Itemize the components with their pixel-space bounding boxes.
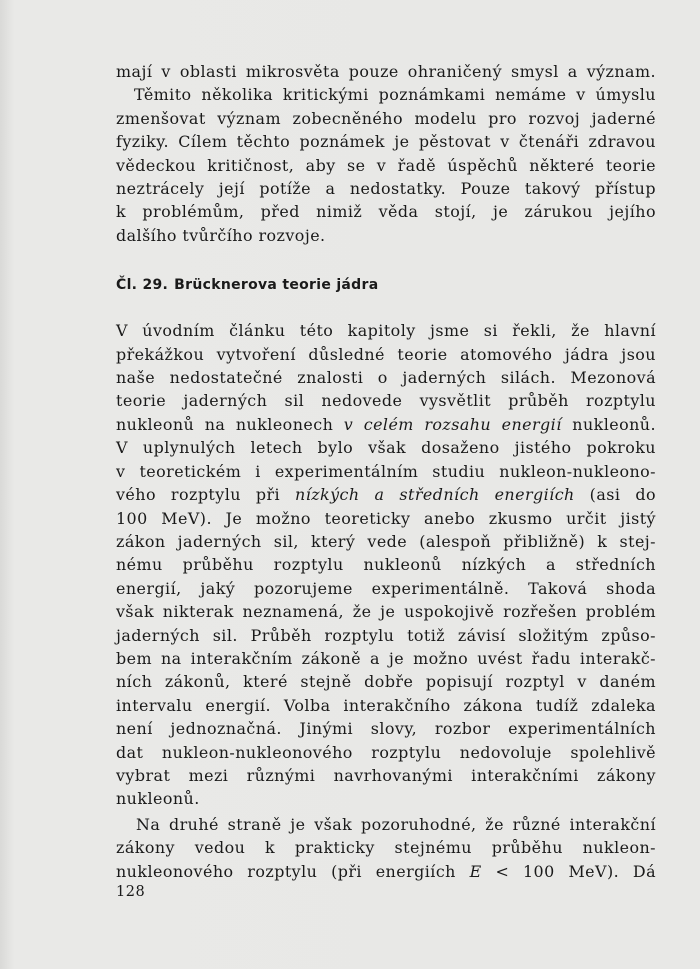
section-number: Čl. 29. [116, 277, 169, 294]
italic-run: v celém rozsahu energií [343, 414, 562, 434]
text-line: V úvodním článku této kapitoly jsme si řekli, že hlavní [116, 321, 656, 341]
section-title: Brücknerova teorie jádra [174, 277, 379, 294]
text-line: 100 MeV). Je možno teoreticky anebo zkusmo určit jistý [116, 508, 656, 528]
text-line [116, 483, 656, 506]
text-line: fyziky. Cílem těchto poznámek je pěstovat v čtenáři zdravou [116, 132, 656, 152]
italic-run: E [469, 861, 482, 881]
text-run: (asi do [574, 485, 656, 505]
text-line: bem na interakčním zákoně a je možno uvést řadu interakč- [116, 648, 656, 668]
paragraph-1 [116, 319, 656, 811]
text-line: vybrat mezi různými navrhovanými interakčními zákony [116, 765, 656, 785]
text-line: teorie jaderných sil nedovede vysvětlit průběh rozptylu [116, 391, 656, 411]
text-line: dalšího tvůrčího rozvoje. [116, 225, 326, 245]
text-line: Těmito několika kritickými poznámkami nemáme v úmyslu [134, 85, 656, 105]
text-line: intervalu energií. Volba interakčního zákona tudíž zdaleka [116, 695, 656, 715]
text-run: nukleonového rozptylu (při energiích [116, 861, 470, 881]
text-line: vědeckou kritičnost, aby se v řadě úspěchů některé teorie [116, 155, 656, 175]
text-line: mají v oblasti mikrosvěta pouze ohraničený smysl a význam. [116, 62, 656, 81]
text-line [116, 860, 656, 883]
text-line: nému průběhu rozptylu nukleonů nízkých a středních [116, 555, 656, 575]
text-line: překážkou vytvoření důsledné teorie atomového jádra jsou [116, 344, 656, 364]
text-run: nukleonů. [561, 414, 656, 434]
paragraph-2 [116, 813, 656, 883]
text-line: není jednoznačná. Jinými slovy, rozbor experimentálních [116, 719, 656, 739]
text-line: jaderných sil. Průběh rozptylu totiž závisí složitým způso- [116, 625, 656, 645]
italic-run: nízkých a středních energiích [295, 485, 575, 505]
text-line: zákon jaderných sil, který vede (alespoň přibližně) k stej- [116, 531, 656, 551]
text-line: zmenšovat význam zobecněného modelu pro rozvoj jaderné [116, 108, 656, 128]
text-line: však nikterak neznamená, že je uspokojivě rozřešen problém [116, 602, 656, 622]
text-run: nukleonů na nukleonech [116, 414, 344, 434]
text-line: naše nedostatečné znalosti o jaderných silách. Mezonová [116, 368, 656, 388]
text-block [116, 60, 656, 883]
text-line: ních zákonů, které stejně dobře popisují rozptyl v daném [116, 672, 656, 692]
text-line: nukleonů. [116, 789, 200, 809]
text-line: V uplynulých letech bylo však dosaženo jistého pokroku [116, 438, 656, 458]
text-line: Na druhé straně je však pozoruhodné, že různé interakční [136, 814, 656, 834]
text-line: zákony vedou k prakticky stejnému průběhu nukleon- [116, 838, 656, 858]
text-run: vého rozptylu při [116, 485, 296, 505]
page-number: 128 [116, 884, 146, 900]
text-line: k problémům, před nimiž věda stojí, je zárukou jejího [116, 202, 656, 222]
intro-paragraph [116, 60, 656, 247]
text-line: neztrácely její potíže a nedostatky. Pouze takový přístup [116, 179, 656, 199]
text-line: v teoretickém i experimentálním studiu nukleon-nukleono- [116, 461, 656, 481]
text-run: < 100 MeV). Dá [481, 861, 656, 881]
section-heading [116, 277, 656, 293]
text-line: dat nukleon-nukleonového rozptylu nedovoluje spolehlivě [116, 742, 656, 762]
text-line: energií, jaký pozorujeme experimentálně. Taková shoda [116, 578, 656, 598]
text-line [116, 413, 656, 436]
